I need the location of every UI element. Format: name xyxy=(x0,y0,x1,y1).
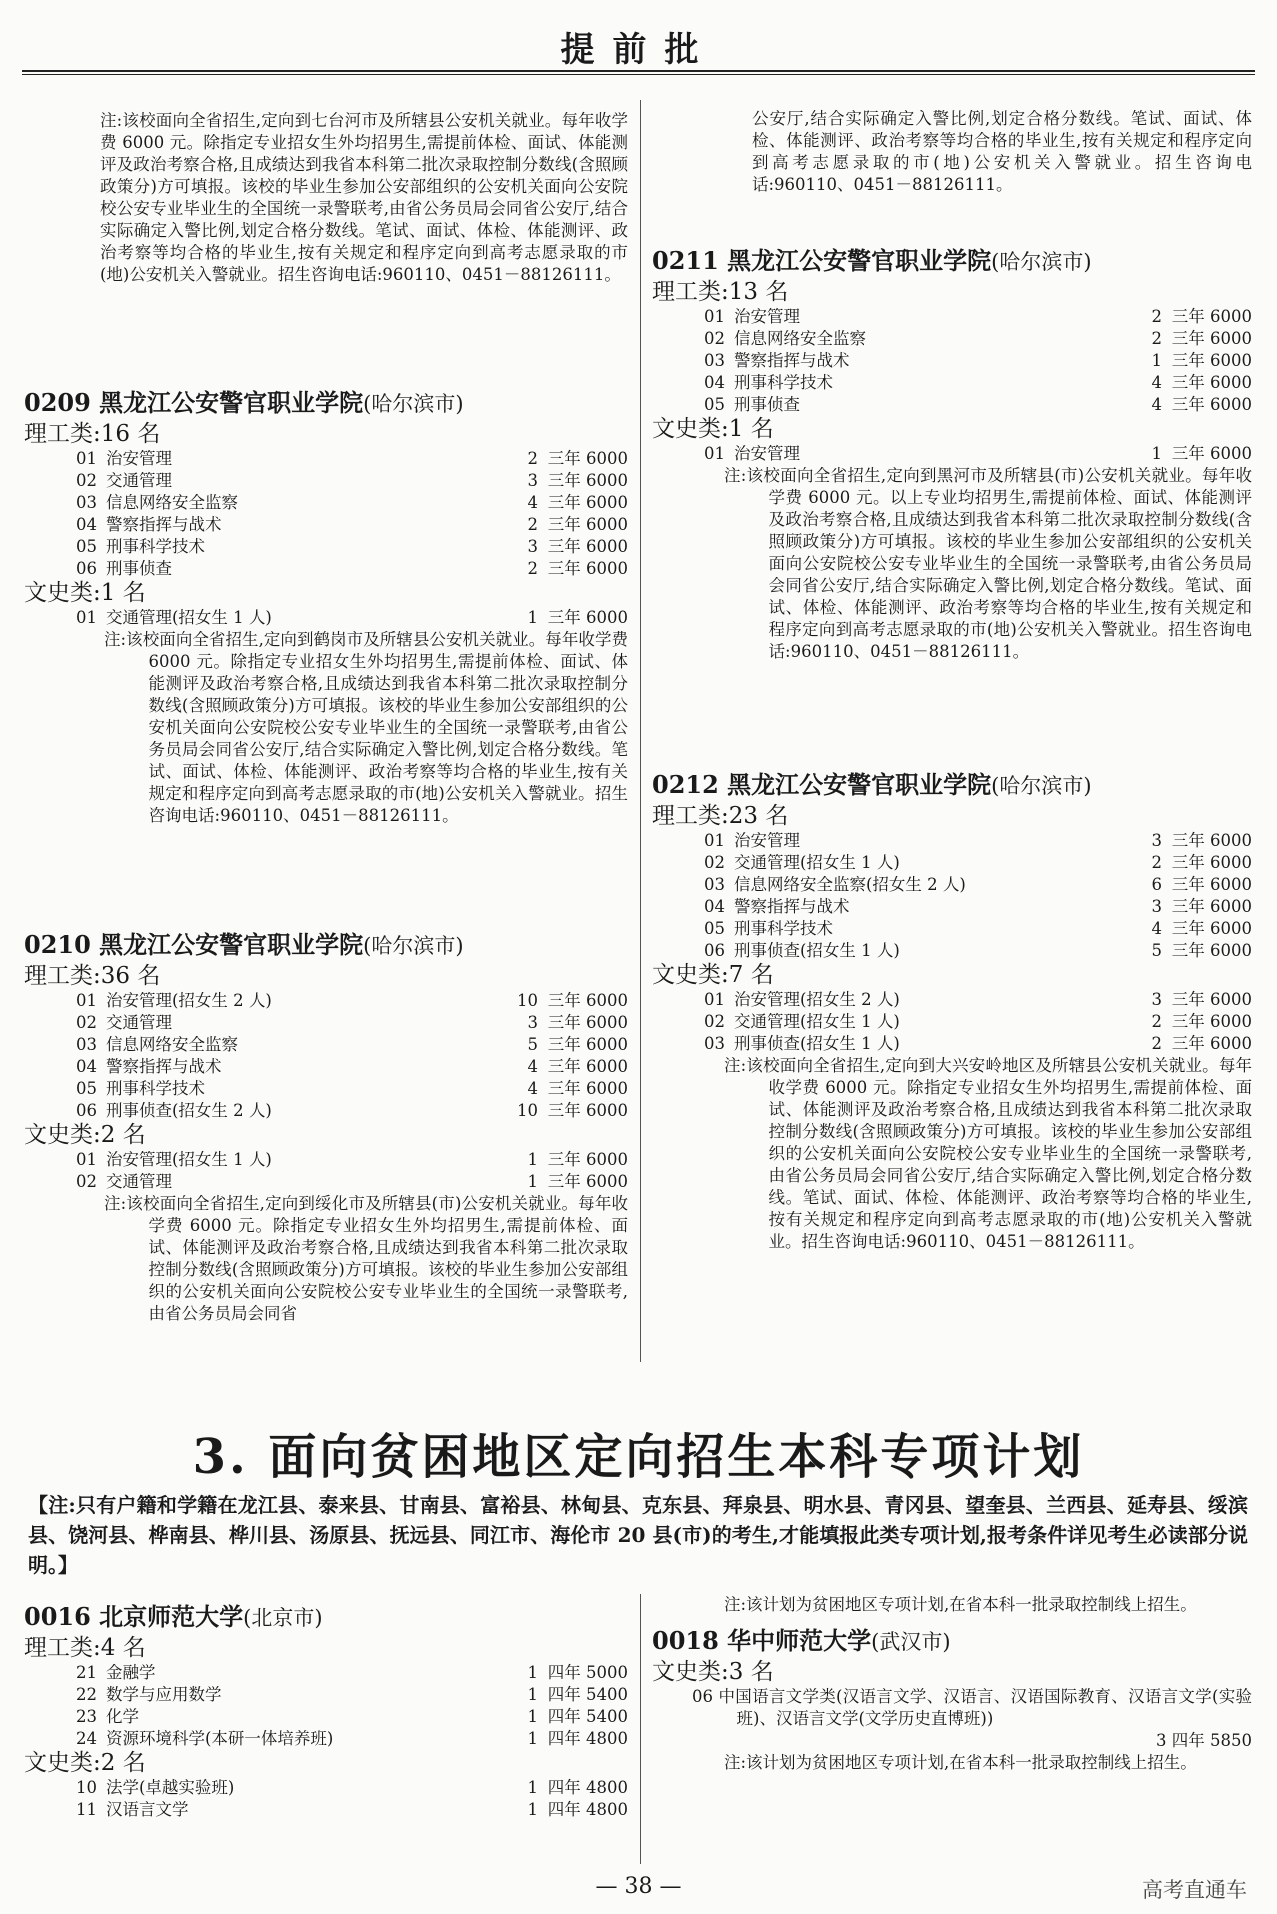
major-fee: 三年 6000 xyxy=(1171,897,1252,916)
major-code: 23 xyxy=(76,1707,97,1726)
category-arts: 文史类:2 名 xyxy=(24,1750,146,1776)
major-name: 交通管理(招女生 1 人) xyxy=(734,853,900,872)
category-arts: 文史类:1 名 xyxy=(652,416,774,442)
major-fee: 3 四年 5850 xyxy=(1156,1731,1252,1750)
major-fee: 三年 6000 xyxy=(1171,1034,1252,1053)
major-quota: 2 xyxy=(1151,1012,1162,1031)
major-name: 刑事侦查(招女生 1 人) xyxy=(734,1034,900,1053)
major-row xyxy=(24,1777,628,1799)
major-quota: 1 xyxy=(527,1663,538,1682)
major-row xyxy=(652,1011,1252,1033)
major-fee: 三年 6000 xyxy=(1171,307,1252,326)
major-name: 刑事侦查 xyxy=(734,395,800,414)
major-quota: 2 xyxy=(527,559,538,578)
major-fee: 三年 6000 xyxy=(1171,941,1252,960)
major-quota: 4 xyxy=(1151,919,1162,938)
major-fee: 三年 6000 xyxy=(547,449,628,468)
major-fee: 三年 6000 xyxy=(547,537,628,556)
major-quota: 1 xyxy=(527,1150,538,1169)
major-code: 02 xyxy=(704,1012,725,1031)
major-code: 03 xyxy=(76,1035,97,1054)
major-row xyxy=(24,514,628,536)
major-fee: 四年 4800 xyxy=(547,1778,628,1797)
major-code: 06 xyxy=(704,941,725,960)
school-0016 xyxy=(24,1592,628,1821)
category-arts: 文史类:7 名 xyxy=(652,962,774,988)
major-fee: 三年 6000 xyxy=(547,493,628,512)
major-name: 信息网络安全监察 xyxy=(106,1035,238,1054)
major-code: 04 xyxy=(76,515,97,534)
school-title: 0211 黑龙江公安警官职业学院(哈尔滨市) xyxy=(652,246,1092,275)
major-fee: 三年 6000 xyxy=(547,515,628,534)
major-fee: 三年 6000 xyxy=(1171,875,1252,894)
major-row xyxy=(652,918,1252,940)
major-quota: 3 xyxy=(1151,990,1162,1009)
major-row xyxy=(24,536,628,558)
major-fee: 三年 6000 xyxy=(1171,444,1252,463)
major-name: 金融学 xyxy=(106,1663,156,1682)
major-fee: 四年 5400 xyxy=(547,1685,628,1704)
major-fee: 三年 6000 xyxy=(1171,395,1252,414)
major-name: 刑事科学技术 xyxy=(106,537,205,556)
major-fee: 三年 6000 xyxy=(547,559,628,578)
major-code: 01 xyxy=(704,444,725,463)
major-row xyxy=(652,328,1252,350)
major-code: 01 xyxy=(76,1150,97,1169)
major-row xyxy=(24,990,628,1012)
major-row xyxy=(24,1078,628,1100)
major-name: 刑事侦查(招女生 1 人) xyxy=(734,941,900,960)
major-name: 治安管理 xyxy=(734,444,800,463)
major-quota: 4 xyxy=(1151,395,1162,414)
major-quota: 3 xyxy=(527,471,538,490)
major-quota: 3 xyxy=(527,537,538,556)
major-name: 警察指挥与战术 xyxy=(734,897,850,916)
major-code: 21 xyxy=(76,1663,97,1682)
major-code: 05 xyxy=(76,537,97,556)
major-name: 信息网络安全监察(招女生 2 人) xyxy=(734,875,966,894)
major-row xyxy=(24,1728,628,1750)
major-fee: 三年 6000 xyxy=(1171,853,1252,872)
major-quota: 4 xyxy=(527,493,538,512)
major-name: 交通管理 xyxy=(106,1013,172,1032)
major-fee: 三年 6000 xyxy=(547,608,628,627)
major-code: 05 xyxy=(704,919,725,938)
major-fee: 三年 6000 xyxy=(547,1172,628,1191)
school-note: 注:该校面向全省招生,定向到鹤岗市及所辖县公安机关就业。每年收学费 6000 元。除指定专业招女生外均招男生,需提前体检、面试、体能测评及政治考察合格,且成绩达到我省本科第二批次录取控制分数线(含照顾政策分)方可填报。该校的毕业生参加公安部组织的公安机关面向公安院校公安专业毕业生的全国统一录警联考,由省公务员局会同省公安厅,结合实际确定入警比例,划定合格分数线。笔试、面试、体检、体能测评、政治考察等均合格的毕业生,按有关规定和程序定向到高考志愿录取的市(地)公安机关入警就业。招生咨询电话:960110、0451－88126111。 xyxy=(104,630,628,825)
major-name: 化学 xyxy=(106,1707,139,1726)
major-quota: 2 xyxy=(527,449,538,468)
major-code: 03 xyxy=(76,493,97,512)
major-row xyxy=(24,607,628,629)
major-code: 04 xyxy=(704,373,725,392)
major-quota: 1 xyxy=(527,608,538,627)
major-quota: 1 xyxy=(527,1729,538,1748)
section-heading: 3. 面向贫困地区定向招生本科专项计划 xyxy=(192,1429,1085,1485)
school-title: 0212 黑龙江公安警官职业学院(哈尔滨市) xyxy=(652,770,1092,799)
major-code: 01 xyxy=(704,990,725,1009)
major-quota: 2 xyxy=(1151,1034,1162,1053)
major-fee: 三年 6000 xyxy=(547,991,628,1010)
major-quota: 1 xyxy=(527,1778,538,1797)
major-row xyxy=(24,1149,628,1171)
category-science: 理工类:16 名 xyxy=(24,421,161,447)
major-code: 01 xyxy=(704,307,725,326)
major-name: 警察指挥与战术 xyxy=(106,515,222,534)
major-code: 10 xyxy=(76,1778,97,1797)
major-fee: 三年 6000 xyxy=(547,1057,628,1076)
school-title: 0018 华中师范大学(武汉市) xyxy=(652,1626,951,1655)
major-name: 交通管理 xyxy=(106,471,172,490)
major-fee: 三年 6000 xyxy=(547,1150,628,1169)
major-line: 06 中国语言文学类(汉语言文学、汉语言、汉语国际教育、汉语言文学(实验班)、汉语言文学(文学历史直博班)) xyxy=(692,1687,1252,1728)
major-fee: 四年 5400 xyxy=(547,1707,628,1726)
major-code: 02 xyxy=(76,1013,97,1032)
major-name: 交通管理(招女生 1 人) xyxy=(106,608,272,627)
school-note: 注:该校面向全省招生,定向到绥化市及所辖县(市)公安机关就业。每年收学费 6000 元。除指定专业招女生外均招男生,需提前体检、面试、体能测评及政治考察合格,且成绩达到我省本科第二批次录取控制分数线(含照顾政策分)方可填报。该校的毕业生参加公安部组织的公安机关面向公安院校公安专业毕业生的全国统一录警联考,由省公务员局会同省 xyxy=(104,1194,628,1323)
school-title: 0210 黑龙江公安警官职业学院(哈尔滨市) xyxy=(24,930,464,959)
major-row xyxy=(24,1684,628,1706)
major-row xyxy=(652,874,1252,896)
major-code: 03 xyxy=(704,351,725,370)
major-row xyxy=(652,350,1252,372)
major-code: 01 xyxy=(76,449,97,468)
major-row xyxy=(652,830,1252,852)
major-fee: 四年 4800 xyxy=(547,1729,628,1748)
major-code: 11 xyxy=(76,1800,97,1819)
major-code: 24 xyxy=(76,1729,97,1748)
major-row xyxy=(24,1034,628,1056)
major-code: 01 xyxy=(76,991,97,1010)
major-code: 22 xyxy=(76,1685,97,1704)
major-fee: 三年 6000 xyxy=(1171,351,1252,370)
major-row xyxy=(24,1706,628,1728)
school-0211 xyxy=(652,236,1252,663)
brand-watermark: 高考直通车 xyxy=(1142,1878,1247,1902)
major-name: 治安管理(招女生 2 人) xyxy=(106,991,272,1010)
major-name: 数学与应用数学 xyxy=(106,1685,222,1704)
major-code: 06 xyxy=(76,559,97,578)
major-row xyxy=(24,558,628,580)
major-name: 资源环境科学(本研一体培养班) xyxy=(106,1729,334,1748)
school-note: 注:该计划为贫困地区专项计划,在省本科一批录取控制线上招生。 xyxy=(724,1753,1197,1772)
major-quota: 2 xyxy=(527,515,538,534)
note-continued: 注:该计划为贫困地区专项计划,在省本科一批录取控制线上招生。 xyxy=(724,1595,1197,1614)
major-name: 治安管理(招女生 2 人) xyxy=(734,990,900,1009)
major-quota: 3 xyxy=(1151,897,1162,916)
major-name: 治安管理 xyxy=(734,307,800,326)
major-quota: 1 xyxy=(527,1685,538,1704)
major-row xyxy=(652,443,1252,465)
section-note: 【注:只有户籍和学籍在龙江县、泰来县、甘南县、富裕县、林甸县、克东县、拜泉县、明水县、青冈县、望奎县、兰西县、延寿县、绥滨县、饶河县、桦南县、桦川县、汤原县、抚远县、同江市、海伦市 20 县(市)的考生,才能填报此类专项计划,报考条件详见考生必读部分说明。】 xyxy=(28,1493,1248,1577)
major-row xyxy=(24,1012,628,1034)
school-0018 xyxy=(652,1594,1252,1774)
major-quota: 6 xyxy=(1151,875,1162,894)
major-row xyxy=(24,1100,628,1122)
major-quota: 2 xyxy=(1151,307,1162,326)
school-0210 xyxy=(24,920,628,1325)
major-row xyxy=(24,448,628,470)
major-fee: 三年 6000 xyxy=(1171,990,1252,1009)
major-row xyxy=(652,1033,1252,1055)
major-quota: 4 xyxy=(527,1079,538,1098)
major-row xyxy=(24,1171,628,1193)
major-code: 01 xyxy=(76,608,97,627)
school-note: 注:该校面向全省招生,定向到大兴安岭地区及所辖县公安机关就业。每年收学费 6000 元。除指定专业招女生外均招男生,需提前体检、面试、体能测评及政治考察合格,且成绩达到我省本科第二批次录取控制分数线(含照顾政策分)方可填报。该校的毕业生参加公安部组织的公安机关面向公安院校公安专业毕业生的全国统一录警联考,由省公务员局会同省公安厅,结合实际确定入警比例,划定合格分数线。笔试、面试、体检、体能测评、政治考察等均合格的毕业生,按有关规定和程序定向到高考志愿录取的市(地)公安机关入警就业。招生咨询电话:960110、0451－88126111。 xyxy=(724,1056,1252,1251)
major-code: 02 xyxy=(704,329,725,348)
major-name: 刑事科学技术 xyxy=(106,1079,205,1098)
school-title: 0209 黑龙江公安警官职业学院(哈尔滨市) xyxy=(24,388,464,417)
right-column xyxy=(652,108,1252,196)
major-fee: 四年 4800 xyxy=(547,1800,628,1819)
major-code: 02 xyxy=(76,1172,97,1191)
major-fee: 三年 6000 xyxy=(547,1079,628,1098)
major-name: 治安管理 xyxy=(106,449,172,468)
major-fee: 四年 5000 xyxy=(547,1663,628,1682)
major-fee: 三年 6000 xyxy=(547,1035,628,1054)
major-code: 06 xyxy=(76,1101,97,1120)
major-code: 03 xyxy=(704,1034,725,1053)
major-fee: 三年 6000 xyxy=(1171,919,1252,938)
major-row xyxy=(24,492,628,514)
major-fee: 三年 6000 xyxy=(1171,831,1252,850)
major-fee: 三年 6000 xyxy=(1171,1012,1252,1031)
major-row xyxy=(652,394,1252,416)
major-quota: 5 xyxy=(1151,941,1162,960)
major-name: 治安管理 xyxy=(734,831,800,850)
major-row xyxy=(24,470,628,492)
major-quota: 4 xyxy=(527,1057,538,1076)
page-number: — 38 — xyxy=(595,1874,682,1899)
major-code: 01 xyxy=(704,831,725,850)
major-name: 信息网络安全监察 xyxy=(106,493,238,512)
major-name: 汉语言文学 xyxy=(106,1800,189,1819)
major-quota: 5 xyxy=(527,1035,538,1054)
major-row xyxy=(24,1799,628,1821)
major-name: 治安管理(招女生 1 人) xyxy=(106,1150,272,1169)
major-quota: 10 xyxy=(517,991,538,1010)
major-row xyxy=(652,372,1252,394)
major-quota: 1 xyxy=(1151,351,1162,370)
column-divider-bottom xyxy=(640,1594,641,1864)
major-name: 法学(卓越实验班) xyxy=(106,1778,235,1797)
major-quota: 10 xyxy=(517,1101,538,1120)
major-fee: 三年 6000 xyxy=(547,1013,628,1032)
category-science: 理工类:13 名 xyxy=(652,279,789,305)
major-quota: 2 xyxy=(1151,853,1162,872)
major-code: 05 xyxy=(76,1079,97,1098)
major-row xyxy=(24,1662,628,1684)
major-code: 02 xyxy=(76,471,97,490)
major-row xyxy=(652,852,1252,874)
category-science: 理工类:4 名 xyxy=(24,1635,146,1661)
major-name: 刑事科学技术 xyxy=(734,373,833,392)
school-note: 注:该校面向全省招生,定向到黑河市及所辖县(市)公安机关就业。每年收学费 6000 元。以上专业均招男生,需提前体检、面试、体能测评及政治考察合格,且成绩达到我省本科第二批次录取控制分数线(含照顾政策分)方可填报。该校的毕业生参加公安部组织的公安机关面向公安院校公安专业毕业生的全国统一录警联考,由省公务员局会同省公安厅,结合实际确定入警比例,划定合格分数线。笔试、面试、体检、体能测评、政治考察等均合格的毕业生,按有关规定和程序定向到高考志愿录取的市(地)公安机关入警就业。招生咨询电话:960110、0451－88126111。 xyxy=(724,466,1252,661)
major-name: 刑事科学技术 xyxy=(734,919,833,938)
page-header xyxy=(0,0,1277,75)
category-science: 理工类:36 名 xyxy=(24,963,161,989)
major-name: 刑事侦查(招女生 2 人) xyxy=(106,1101,272,1120)
header-rule xyxy=(22,70,1255,72)
major-quota: 4 xyxy=(1151,373,1162,392)
note-continued: 公安厅,结合实际确定入警比例,划定合格分数线。笔试、面试、体检、体能测评、政治考察等均合格的毕业生,按有关规定和程序定向到高考志愿录取的市(地)公安机关入警就业。招生咨询电话:960110、0451－88126111。 xyxy=(752,109,1252,194)
major-name: 警察指挥与战术 xyxy=(106,1057,222,1076)
major-fee: 三年 6000 xyxy=(1171,329,1252,348)
major-code: 03 xyxy=(704,875,725,894)
major-name: 刑事侦查 xyxy=(106,559,172,578)
school-0212 xyxy=(652,760,1252,1253)
left-column xyxy=(100,110,628,286)
major-quota: 1 xyxy=(527,1707,538,1726)
major-code: 02 xyxy=(704,853,725,872)
category-arts: 文史类:3 名 xyxy=(652,1659,774,1685)
category-arts: 文史类:2 名 xyxy=(24,1122,146,1148)
major-row xyxy=(652,989,1252,1011)
major-name: 警察指挥与战术 xyxy=(734,351,850,370)
major-row xyxy=(652,940,1252,962)
major-fee: 三年 6000 xyxy=(547,1101,628,1120)
school-title: 0016 北京师范大学(北京市) xyxy=(24,1602,323,1631)
school-0209 xyxy=(24,378,628,827)
major-code: 04 xyxy=(76,1057,97,1076)
major-quota: 1 xyxy=(527,1800,538,1819)
column-divider xyxy=(640,100,641,1362)
major-name: 交通管理(招女生 1 人) xyxy=(734,1012,900,1031)
major-code: 04 xyxy=(704,897,725,916)
page-title: 提前批 xyxy=(560,30,717,70)
category-science: 理工类:23 名 xyxy=(652,803,789,829)
major-quota: 3 xyxy=(527,1013,538,1032)
major-fee: 三年 6000 xyxy=(1171,373,1252,392)
major-quota: 2 xyxy=(1151,329,1162,348)
category-arts: 文史类:1 名 xyxy=(24,580,146,606)
major-fee: 三年 6000 xyxy=(547,471,628,490)
major-name: 交通管理 xyxy=(106,1172,172,1191)
header-rule-thin xyxy=(22,74,1255,75)
major-row xyxy=(652,306,1252,328)
major-code: 05 xyxy=(704,395,725,414)
major-quota: 3 xyxy=(1151,831,1162,850)
note-continued: 注:该校面向全省招生,定向到七台河市及所辖县公安机关就业。每年收学费 6000 元。除指定专业招女生外均招男生,需提前体检、面试、体能测评及政治考察合格,且成绩达到我省本科第二批次录取控制分数线(含照顾政策分)方可填报。该校的毕业生参加公安部组织的公安机关面向公安院校公安专业毕业生的全国统一录警联考,由省公务员局会同省公安厅,结合实际确定入警比例,划定合格分数线。笔试、面试、体检、体能测评、政治考察等均合格的毕业生,按有关规定和程序定向到高考志愿录取的市(地)公安机关入警就业。招生咨询电话:960110、0451－88126111。 xyxy=(100,111,628,284)
major-row xyxy=(24,1056,628,1078)
major-quota: 1 xyxy=(527,1172,538,1191)
major-quota: 1 xyxy=(1151,444,1162,463)
major-name: 信息网络安全监察 xyxy=(734,329,866,348)
major-row xyxy=(652,896,1252,918)
